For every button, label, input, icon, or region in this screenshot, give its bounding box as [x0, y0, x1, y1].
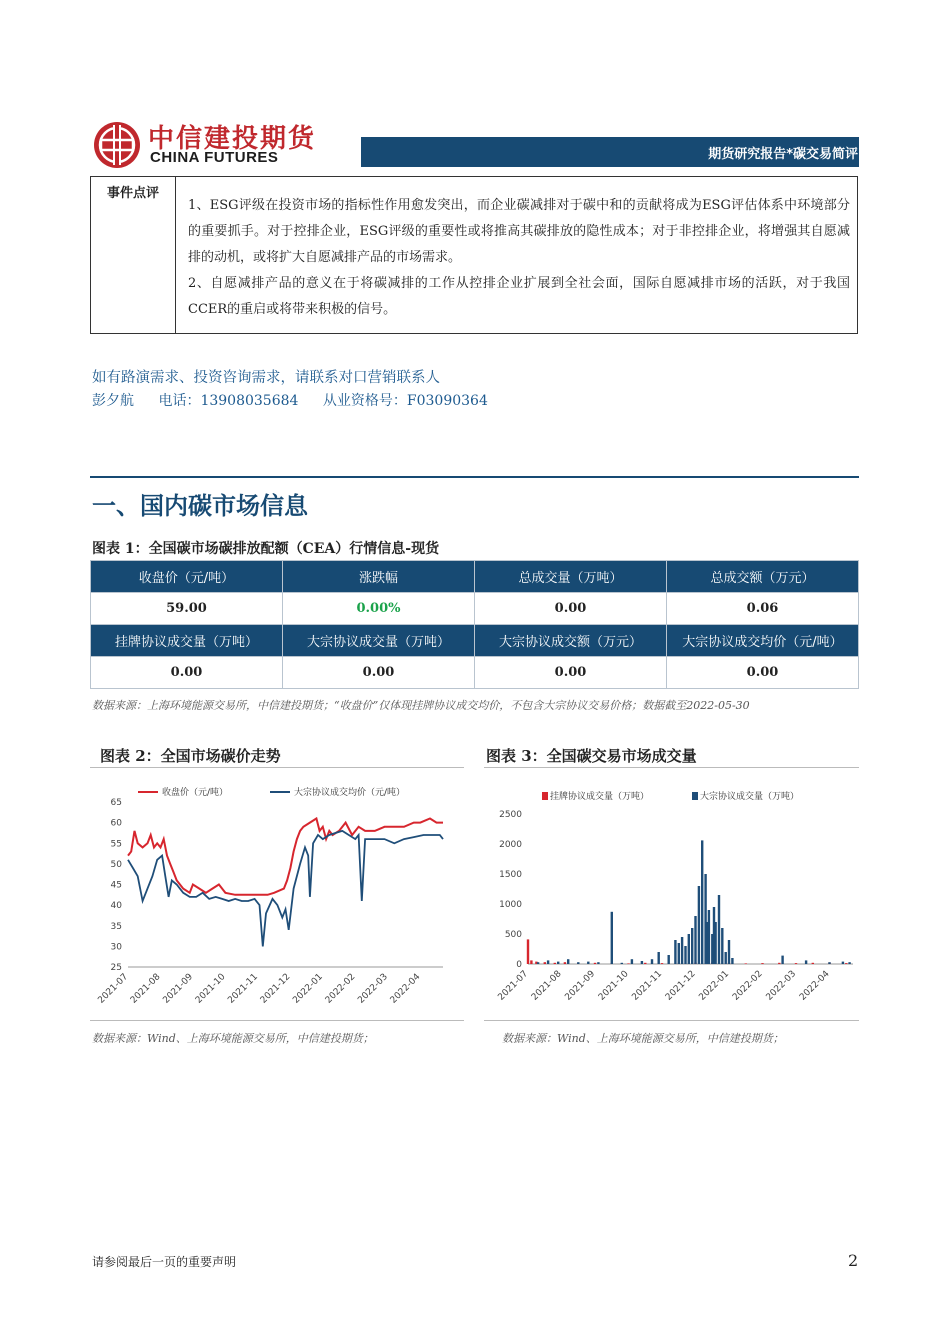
data-bar [527, 939, 529, 964]
chart-source: 数据来源：Wind、上海环境能源交易所，中信建投期货； [92, 1032, 374, 1045]
data-bar [721, 928, 723, 964]
table-row [91, 657, 859, 689]
data-bar [564, 962, 566, 964]
y-tick-label: 25 [110, 963, 122, 973]
table-source: 数据来源：上海环境能源交易所，中信建投期货；“收盘价”仅体现挂牌协议成交均价，不包含大宗协议交易价格；数据截至2022-05-30 [92, 699, 750, 712]
contact-title: 如有路演需求、投资咨询需求，请联系对口营销联系人 [92, 370, 440, 386]
data-bar [714, 922, 716, 964]
table-header-row [91, 561, 859, 593]
legend-label: 大宗协议成交均价（元/吨） [294, 788, 406, 798]
data-bar [845, 963, 847, 964]
report-type: 期货研究报告*碳交易简评 [708, 147, 858, 162]
table-cell: 0.00 [475, 593, 667, 625]
x-tick-label: 2021-10 [193, 972, 228, 1006]
data-bar [651, 959, 653, 964]
y-tick-label: 35 [110, 921, 122, 932]
y-tick-label: 50 [110, 859, 122, 870]
table-cell: 0.00 [283, 657, 475, 689]
data-bar [691, 928, 693, 964]
x-tick-label: 2021-09 [563, 969, 598, 1003]
legend-label: 挂牌协议成交量（万吨） [550, 792, 650, 802]
data-bar [701, 840, 703, 964]
data-bar [681, 937, 683, 964]
y-tick-label: 2500 [499, 810, 522, 820]
logo-english-name: CHINA FUTURES [150, 149, 279, 166]
x-tick-label: 2022-03 [764, 969, 799, 1003]
data-bar [674, 940, 676, 964]
chart-title: 图表 2：全国市场碳价走势 [100, 747, 281, 765]
data-bar [631, 959, 633, 964]
data-bar [678, 943, 680, 964]
data-bar [597, 962, 599, 964]
x-tick-label: 2021-08 [128, 972, 163, 1006]
contact-phone: 电话：13908035684 [158, 393, 299, 409]
x-tick-label: 2022-01 [291, 972, 325, 1006]
data-bar [530, 960, 532, 964]
y-tick-label: 55 [110, 839, 122, 850]
data-bar [554, 963, 556, 964]
data-bar [621, 963, 623, 964]
table-header-cell: 大宗协议成交均价（元/吨） [667, 625, 859, 657]
y-tick-label: 65 [110, 798, 122, 808]
x-tick-label: 2021-08 [529, 969, 564, 1003]
x-tick-label: 2022-02 [730, 969, 765, 1003]
y-tick-label: 500 [504, 930, 522, 940]
page-number: 2 [848, 1251, 859, 1270]
table-cell: 0.06 [667, 593, 859, 625]
data-bar [778, 963, 780, 964]
y-tick-label: 60 [110, 818, 122, 829]
x-tick-label: 2021-10 [596, 969, 631, 1003]
section-title: 一、国内碳市场信息 [92, 492, 308, 520]
data-bar [795, 963, 797, 964]
x-tick-label: 2022-01 [697, 969, 732, 1003]
company-logo-icon [92, 120, 142, 170]
x-tick-label: 2021-07 [496, 969, 531, 1003]
table-cell: 0.00% [283, 593, 475, 625]
legend-label: 收盘价（元/吨） [162, 788, 229, 798]
table-cell: 0.00 [91, 657, 283, 689]
volume-bar-chart [484, 768, 859, 1020]
table-header-row [91, 625, 859, 657]
y-tick-label: 0 [516, 960, 522, 970]
event-commentary-box [90, 176, 858, 334]
data-bar [594, 963, 596, 964]
data-bar [611, 912, 613, 964]
data-bar [644, 963, 646, 964]
data-bar [745, 963, 747, 964]
table-cell: 59.00 [91, 593, 283, 625]
event-body [188, 193, 850, 323]
data-bar [587, 962, 589, 964]
table-header-cell: 挂牌协议成交量（万吨） [91, 625, 283, 657]
y-tick-label: 2000 [499, 840, 522, 850]
chart-frame [484, 767, 859, 1021]
series-line [128, 831, 443, 947]
event-paragraph: 1、ESG评级在投资市场的指标性作用愈发突出，而企业碳减排对于碳中和的贡献将成为ESG评估体系中环境部分的重要抓手。对于控排企业，ESG评级的重要性或将推高其碳排放的隐性成本；对于非控排企业，将增强其自愿减排的动机，或将扩大自愿减排产品的市场需求。 [188, 198, 850, 265]
x-tick-label: 2022-04 [388, 972, 423, 1006]
y-tick-label: 1000 [499, 900, 522, 910]
event-paragraph: 2、自愿减排产品的意义在于将碳减排的工作从控排企业扩展到全社会面，国际自愿减排市场的活跃，对于我国CCER的重启或将带来积极的信号。 [188, 276, 850, 317]
data-bar [577, 962, 579, 964]
x-tick-label: 2022-04 [798, 969, 832, 1003]
event-label: 事件点评 [91, 177, 176, 333]
cea-quote-table [90, 560, 859, 689]
x-tick-label: 2021-12 [258, 972, 293, 1006]
table-header-cell: 总成交量（万吨） [475, 561, 667, 593]
data-bar [557, 962, 559, 964]
data-bar [848, 962, 850, 964]
table-row [91, 593, 859, 625]
data-bar [658, 952, 660, 964]
data-bar [718, 895, 720, 964]
table-header-cell: 大宗协议成交额（万元） [475, 625, 667, 657]
table-header-cell: 涨跌幅 [283, 561, 475, 593]
table-caption: 图表 1：全国碳市场碳排放配额（CEA）行情信息-现货 [92, 541, 440, 557]
data-bar [842, 962, 844, 964]
x-tick-label: 2021-09 [161, 972, 196, 1006]
x-tick-label: 2021-11 [630, 969, 665, 1003]
data-bar [567, 959, 569, 964]
table-cell: 0.00 [475, 657, 667, 689]
data-bar [812, 963, 814, 964]
data-bar [688, 934, 690, 964]
chart-title: 图表 3：全国碳交易市场成交量 [486, 747, 697, 765]
data-bar [781, 956, 783, 964]
table-header-cell: 收盘价（元/吨） [91, 561, 283, 593]
legend-swatch [542, 792, 548, 800]
legend-label: 大宗协议成交量（万吨） [700, 792, 800, 802]
data-bar [684, 946, 686, 964]
chart-source: 数据来源：Wind、上海环境能源交易所，中信建投期货； [502, 1032, 784, 1045]
contact-license: 从业资格号：F03090364 [322, 393, 488, 409]
data-bar [805, 960, 807, 964]
x-tick-label: 2021-11 [226, 972, 261, 1006]
price-line-chart [90, 768, 464, 1020]
chart-frame [90, 767, 464, 1021]
data-bar [668, 955, 670, 964]
legend-swatch [692, 792, 698, 800]
y-tick-label: 45 [110, 880, 122, 891]
table-cell: 0.00 [667, 657, 859, 689]
data-bar [544, 962, 546, 964]
data-bar [694, 916, 696, 964]
section-divider [90, 476, 859, 478]
logo-chinese-name: 中信建投期货 [148, 124, 317, 154]
data-bar [537, 962, 539, 964]
data-bar [698, 886, 700, 964]
table-header-cell: 大宗协议成交量（万吨） [283, 625, 475, 657]
y-tick-label: 1500 [499, 870, 522, 880]
footer-disclaimer: 请参阅最后一页的重要声明 [92, 1255, 237, 1269]
x-tick-label: 2022-02 [323, 972, 358, 1006]
contact-line [92, 390, 508, 410]
y-tick-label: 40 [110, 901, 122, 912]
data-bar [725, 952, 727, 964]
data-bar [731, 958, 733, 964]
data-bar [708, 910, 710, 964]
data-bar [661, 963, 663, 964]
table-header-cell: 总成交额（万元） [667, 561, 859, 593]
x-tick-label: 2021-12 [663, 969, 698, 1003]
data-bar [761, 963, 763, 964]
contact-name: 彭夕航 [92, 393, 134, 409]
x-tick-label: 2022-03 [356, 972, 390, 1006]
data-bar [641, 961, 643, 964]
data-bar [627, 963, 629, 964]
x-tick-label: 2021-07 [96, 972, 131, 1006]
data-bar [828, 962, 830, 964]
data-bar [728, 940, 730, 964]
data-bar [547, 960, 549, 964]
y-tick-label: 30 [110, 942, 122, 953]
